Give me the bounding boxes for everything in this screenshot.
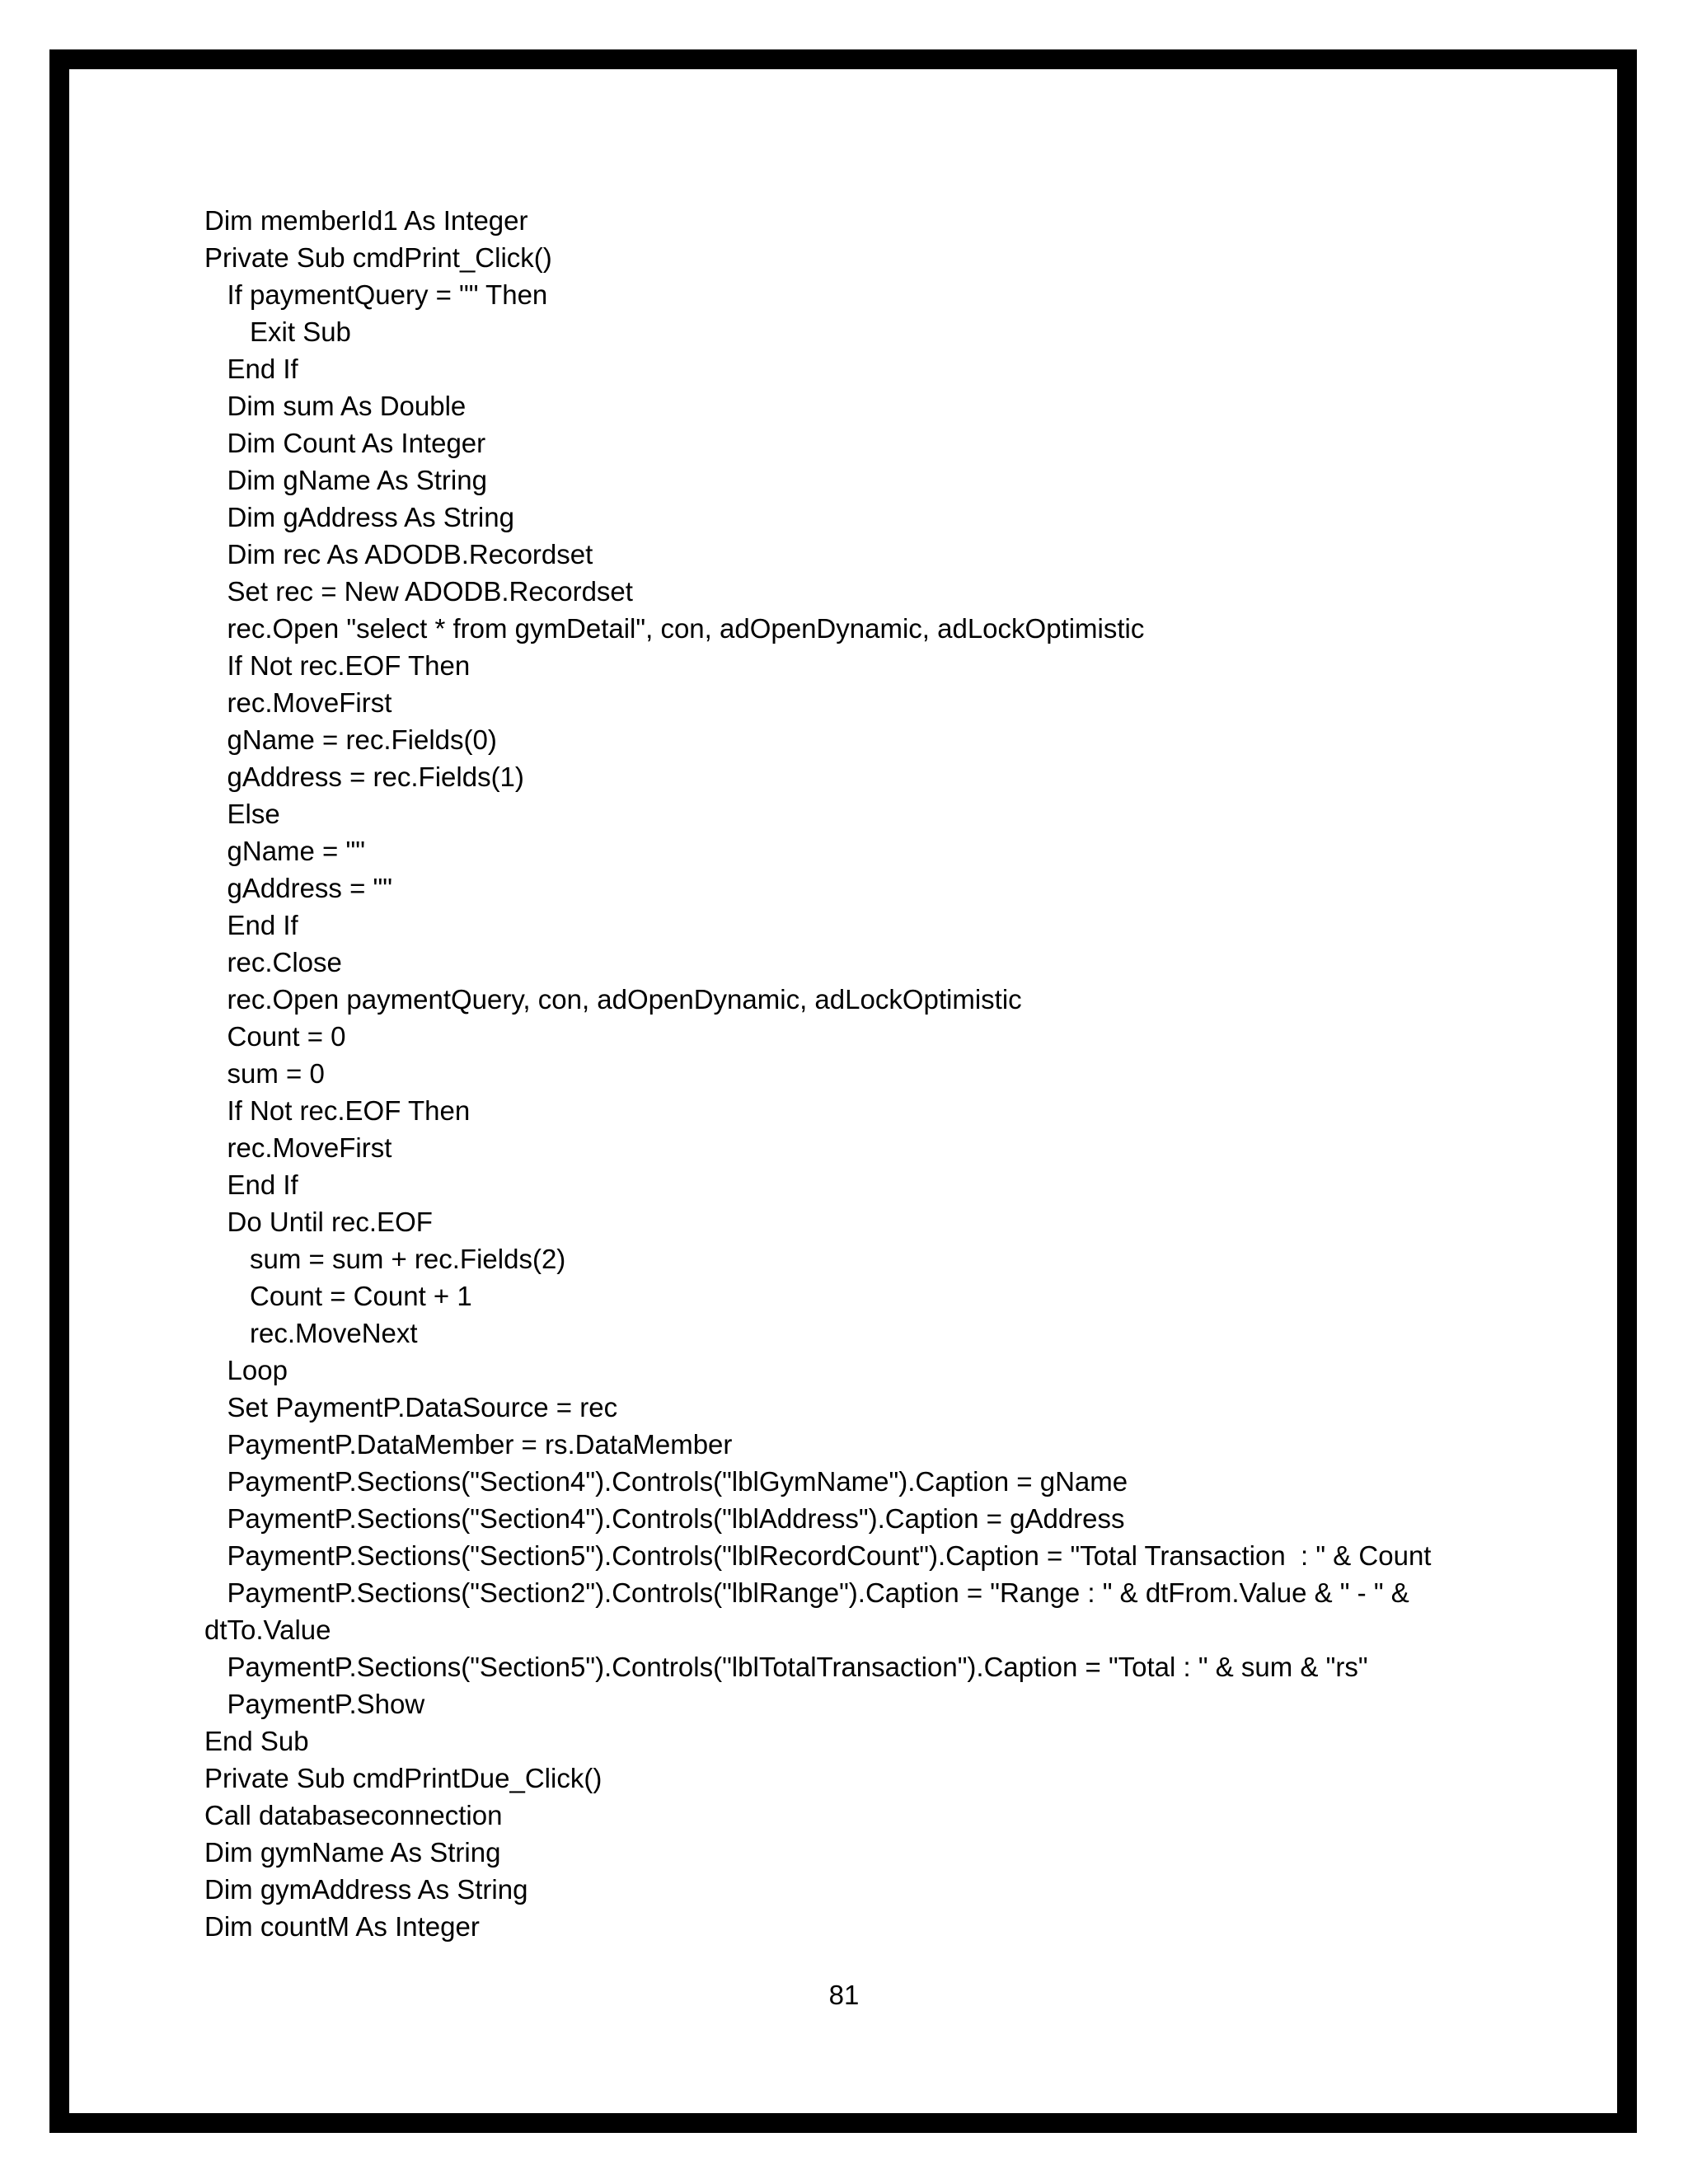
code-line: End Sub	[204, 1726, 309, 1756]
code-line: Dim countM As Integer	[204, 1911, 480, 1942]
code-line: Dim gName As String	[204, 465, 487, 495]
code-line: Count = Count + 1	[204, 1281, 472, 1311]
code-listing	[204, 202, 1490, 1945]
code-line: PaymentP.Sections("Section5").Controls("lblTotalTransaction").Caption = "Total : " & sum & "rs"	[204, 1652, 1368, 1682]
code-line: gAddress = rec.Fields(1)	[204, 762, 524, 792]
code-line: Private Sub cmdPrint_Click()	[204, 242, 552, 273]
page-number: 81	[828, 1980, 860, 2010]
code-line: Else	[204, 799, 280, 829]
code-line: Do Until rec.EOF	[204, 1207, 433, 1237]
code-line: gName = rec.Fields(0)	[204, 724, 497, 755]
code-line: Loop	[204, 1355, 288, 1385]
code-line: PaymentP.Sections("Section2").Controls("lblRange").Caption = "Range : " & dtFrom.Value & " - " &	[204, 1577, 1409, 1608]
code-line: Private Sub cmdPrintDue_Click()	[204, 1763, 603, 1793]
code-line: Dim gymName As String	[204, 1837, 501, 1868]
code-line: Call databaseconnection	[204, 1800, 503, 1830]
code-line: Dim gAddress As String	[204, 502, 514, 532]
code-line: Dim memberId1 As Integer	[204, 205, 528, 236]
code-line: If Not rec.EOF Then	[204, 650, 471, 681]
code-line: rec.MoveFirst	[204, 1132, 392, 1163]
code-line: Count = 0	[204, 1021, 346, 1052]
code-line: PaymentP.Show	[204, 1689, 425, 1719]
code-line: Set PaymentP.DataSource = rec	[204, 1392, 618, 1422]
code-line: Dim Count As Integer	[204, 428, 486, 458]
code-line: PaymentP.Sections("Section5").Controls("lblRecordCount").Caption = "Total Transaction : " & Count	[204, 1540, 1432, 1571]
code-line: End If	[204, 354, 298, 384]
code-line: Dim sum As Double	[204, 391, 467, 421]
code-line: gAddress = ""	[204, 873, 392, 903]
code-line: sum = sum + rec.Fields(2)	[204, 1244, 566, 1274]
code-line: rec.MoveFirst	[204, 687, 392, 718]
code-line: If Not rec.EOF Then	[204, 1095, 471, 1126]
code-line: PaymentP.Sections("Section4").Controls("lblAddress").Caption = gAddress	[204, 1503, 1125, 1534]
code-line: dtTo.Value	[204, 1615, 331, 1645]
code-line: Set rec = New ADODB.Recordset	[204, 576, 633, 607]
code-line: Dim gymAddress As String	[204, 1874, 528, 1905]
code-line: If paymentQuery = "" Then	[204, 279, 548, 310]
code-line: gName = ""	[204, 836, 365, 866]
code-line: rec.Open paymentQuery, con, adOpenDynamic, adLockOptimistic	[204, 984, 1022, 1015]
code-line: PaymentP.Sections("Section4").Controls("lblGymName").Caption = gName	[204, 1466, 1128, 1497]
code-line: Exit Sub	[204, 316, 351, 347]
code-line: End If	[204, 910, 298, 940]
code-line: rec.Open "select * from gymDetail", con, adOpenDynamic, adLockOptimistic	[204, 613, 1145, 644]
code-line: Dim rec As ADODB.Recordset	[204, 539, 593, 569]
code-line: sum = 0	[204, 1058, 325, 1089]
code-line: rec.MoveNext	[204, 1318, 418, 1348]
code-line: PaymentP.DataMember = rs.DataMember	[204, 1429, 733, 1460]
code-line: End If	[204, 1169, 298, 1200]
code-line: rec.Close	[204, 947, 342, 977]
